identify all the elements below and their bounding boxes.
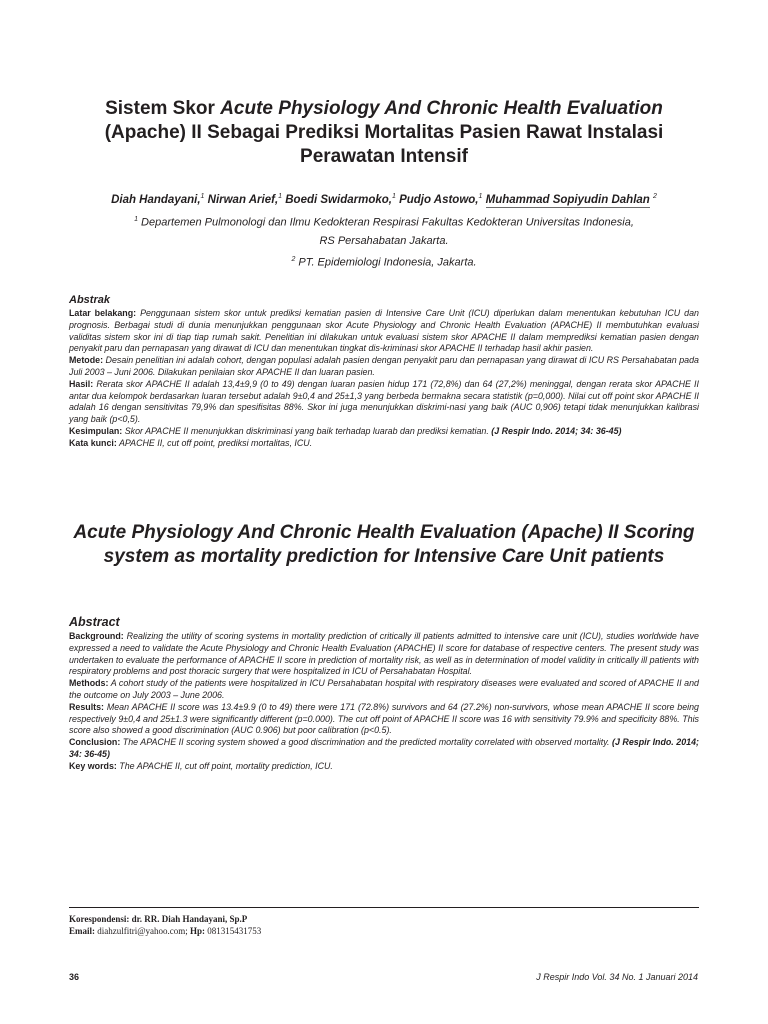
abstrak-section — [69, 294, 699, 450]
correspondence-label: Korespondensi: dr. RR. Diah Handayani, Sp.P — [69, 914, 248, 924]
journal-reference: J Respir Indo Vol. 34 No. 1 Januari 2014 — [536, 972, 698, 982]
kesimpulan-label: Kesimpulan: — [69, 425, 123, 436]
author-5: Muhammad Sopiyudin Dahlan — [485, 193, 650, 206]
author-2: Nirwan Arief, — [204, 193, 279, 206]
abstrak-metode — [69, 355, 699, 379]
affiliations — [60, 211, 708, 272]
abstrak-kesimpulan — [69, 426, 699, 438]
abstract-keywords — [69, 761, 699, 773]
affiliation-1-sup: 1 — [134, 216, 138, 223]
affiliation-1-cont: RS Persahabatan Jakarta. — [319, 235, 449, 248]
abstract-section — [69, 615, 699, 773]
kesimpulan-text: Skor APACHE II menunjukkan diskriminasi yang baik terhadap luarab dan prediksi kematian. — [122, 425, 492, 436]
methods-label: Methods: — [69, 678, 109, 689]
kata-kunci-label: Kata kunci: — [69, 437, 117, 448]
kata-kunci-text: APACHE II, cut off point, prediksi mortalitas, ICU. — [116, 437, 313, 448]
author-2-sup: 1 — [278, 193, 283, 200]
author-3-sup: 1 — [391, 193, 396, 200]
affiliation-1-text: Departemen Pulmonologi dan Ilmu Kedokteran Respirasi Fakultas Kedokteran Universitas Indonesia, — [138, 216, 634, 229]
kesimpulan-citation: (J Respir Indo. 2014; 34: 36-45) — [491, 425, 622, 436]
conclusion-text: The APACHE II scoring system showed a good discrimination and the predicted mortality correlated with observed mortality. — [120, 737, 613, 748]
correspondence-block — [69, 913, 699, 937]
abstrak-heading: Abstrak — [69, 294, 110, 306]
affiliation-1 — [60, 211, 708, 232]
abstract-results — [69, 702, 699, 737]
hp-value: 081315431753 — [205, 926, 262, 936]
results-label: Results: — [69, 701, 105, 712]
hasil-label: Hasil: — [69, 378, 94, 389]
author-5-sup: 2 — [653, 193, 657, 200]
title-indonesian — [70, 97, 698, 169]
affiliation-2 — [60, 251, 708, 272]
abstrak-latar — [69, 308, 699, 355]
author-4-sup: 1 — [478, 193, 483, 200]
metode-text: Desain penelitian ini adalah cohort, dengan populasi adalah pasien dengan penyakit paru dan pernapasan yang dirawat di ICU RS Persahabatan pada Juli 2003 – Juni 2006. Dilakukan penilaian skor APACHE II dan luaran pasien. — [69, 355, 699, 377]
background-label: Background: — [69, 631, 124, 641]
abstrak-kata-kunci — [69, 438, 699, 450]
email-value: diahzulfitri@yahoo.com; — [95, 926, 188, 936]
author-4: Pudjo Astowo, — [395, 193, 479, 206]
conclusion-citation: (J Respir Indo. 2014; 34: 36-45) — [69, 737, 700, 759]
abstract-background — [69, 631, 699, 678]
affiliation-2-text: PT. Epidemiologi Indonesia, Jakarta. — [295, 256, 477, 269]
correspondence-line — [69, 913, 699, 925]
author-3: Boedi Swidarmoko, — [282, 193, 392, 206]
methods-text: A cohort study of the patients were hospitalized in ICU Persahabatan hospital with respiratory diseases were evaluated and scored of APACHE II and the outcome on July 2003 – June 2006. — [69, 678, 699, 700]
abstract-methods — [69, 678, 699, 702]
keywords-text: The APACHE II, cut off point, mortality prediction, ICU. — [116, 760, 333, 771]
title-id-part1: Sistem Skor — [105, 98, 221, 119]
affiliation-2-sup: 2 — [291, 255, 296, 263]
email-label: Email: — [69, 926, 95, 936]
conclusion-label: Conclusion: — [69, 737, 121, 748]
title-id-part3: (Apache) II Sebagai Prediksi Mortalitas Pasien Rawat Instalasi Perawatan Intensif — [104, 122, 664, 167]
latar-label: Latar belakang: — [69, 308, 137, 318]
keywords-label: Key words: — [69, 760, 117, 771]
abstract-heading: Abstract — [69, 615, 120, 629]
page-number: 36 — [69, 972, 80, 982]
results-text: Mean APACHE II score was 13.4±9.9 (0 to 49) there were 171 (72.8%) survivors and 64 (27.2%) non-survivors, whose mean APACHE II score being respectively 9±0,4 and 25±1.3 were significantly different (p=0.000). The cut off point of APACHE II score was 16 with sensitivity 79.9% and specificity 88%. This score also showed a good discrimination (AUC 0.906) but poor calibration (p<0.5). — [69, 701, 699, 736]
author-list — [60, 189, 708, 208]
metode-label: Metode: — [69, 355, 104, 366]
title-english: Acute Physiology And Chronic Health Evaluation (Apache) II Scoring system as mortality prediction for Intensive Care Unit patients — [73, 522, 695, 567]
abstrak-hasil — [69, 379, 699, 426]
footnote-divider — [69, 907, 699, 908]
hasil-text: Rerata skor APACHE II adalah 13,4±9,9 (0 to 49) dengan luaran pasien hidup 171 (72,8%) dan 64 (27,2%) meninggal, dengan rerata skor APACHE II antar dua kelompok berdasarkan luaran tersebut adalah 9±0,4 and 25±1,3 yang berbeda bermakna secara statistik (p=0,000). Nilai cut off point skor APACHE II adalah 16 dengan sensitivitas 79,9% dan spesifisitas 88%. Skor ini juga menunjukkan diskrimi-nasi yang baik (AUC 0,906) tetapi tidak menunjukkan kalibrasi yang baik (p<0,5). — [69, 378, 699, 425]
hp-label: Hp: — [187, 926, 206, 936]
author-1: Diah Handayani, — [111, 193, 201, 206]
author-1-sup: 1 — [200, 193, 205, 200]
contact-line — [69, 925, 699, 937]
title-id-italic: Acute Physiology And Chronic Health Evaluation — [220, 98, 663, 119]
background-text: Realizing the utility of scoring systems in mortality prediction of critically ill patients admitted to intensive care unit (ICU), studies worldwide have expressed a need to validate the Acute Physiology and Chronic Health Evaluation (APACHE) II score for database of respective centers. The present study was undertaken to evaluate the performance of APACHE II score in prediction of mortality risk, as well as in determination of model validity in critically ill patients with respiratory problems and post thoracic surgery that were hospitalized in ICU of Persahabatan Hospital. — [69, 631, 699, 677]
abstract-conclusion — [69, 737, 699, 761]
latar-text: Penggunaan sistem skor untuk prediksi kematian pasien di Intensive Care Unit (ICU) diperlukan dalam menentukan kebutuhan ICU dan prognosis. Berbagai studi di dunia menunjukkan penggunaan skor Acute Physiology and Chronic Health Evaluation (APACHE) II membutuhkan evaluasi validitas sistem skor ini di tiap tiap rumah sakit. Penelitian ini dilakukan untuk evaluasi sistem skor APACHE II dalam memprediksi kematian pasien dengan penyakit paru dan pernapasan yang dirawat di ICU dan menentukan tingkat dis-kriminasi skor APACHE II terhadap hasil akhir pasien. — [69, 308, 699, 354]
